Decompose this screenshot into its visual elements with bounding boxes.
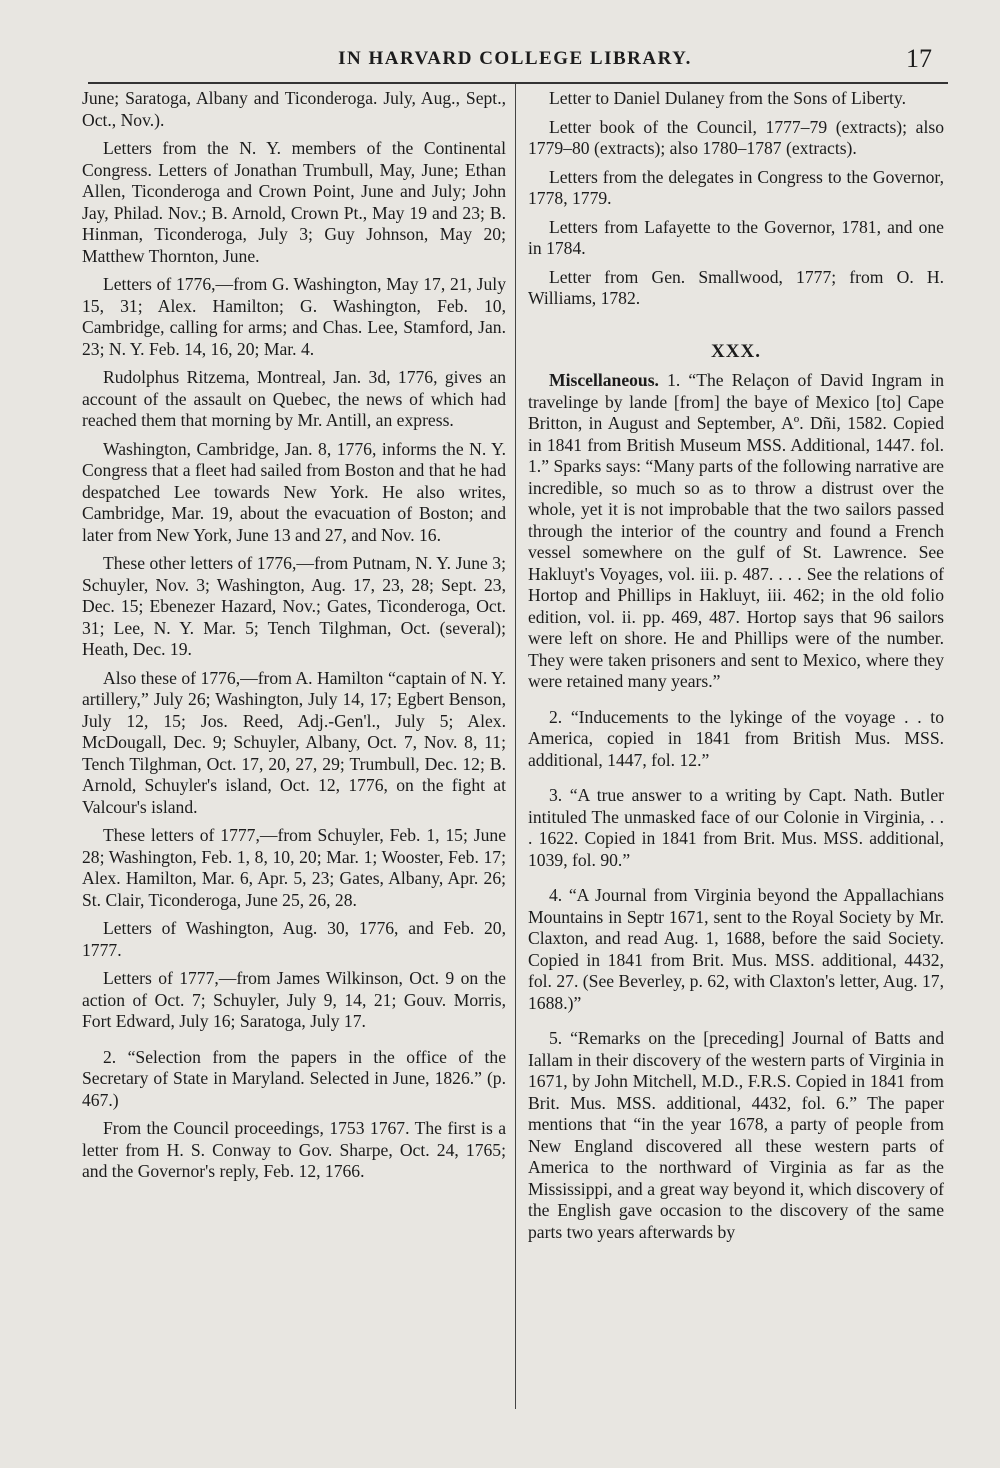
paragraph: 5. “Remarks on the [preceding] Journal of Batts and Iallam in their discovery of the western parts of Virginia in 1671, by John Mitchell, M.D., F.R.S. Copied in 1841 from Brit. Mus. MSS. additional, 4432, fol. 6.” The paper mentions that “in the year 1678, a party of people from New England discovered all these western parts of America to the northward of Virginia as far as the Mississippi, and a great way beyond it, which discovery of the English gave occasion to the discovery of the same parts two years afterwards by (528, 1028, 944, 1242)
paragraph: Letters of 1777,—from James Wilkinson, Oct. 9 on the action of Oct. 7; Schuyler, July 9, 14, 21; Gouv. Morris, Fort Edward, July 16; Saratoga, July 17. (82, 968, 506, 1031)
running-title: IN HARVARD COLLEGE LIBRARY. (338, 48, 692, 69)
paragraph: These other letters of 1776,—from Putnam, N. Y. June 3; Schuyler, Nov. 3; Washington, Aug. 17, 23, 28; Sept. 23, Dec. 15; Ebenezer Hazard, Nov.; Gates, Ticonderoga, Oct. 31; Lee, N. Y. Mar. 5; Tench Tilghman, Oct. (several); Heath, Dec. 19. (82, 553, 506, 659)
paragraph: 2. “Selection from the papers in the office of the Secretary of State in Maryland. Selected in June, 1826.” (p. 467.) (82, 1046, 506, 1110)
paragraph: Letter book of the Council, 1777–79 (extracts); also 1779–80 (extracts); also 1780–1787 (extracts). (528, 116, 944, 158)
paragraph: Letters from the delegates in Congress to the Governor, 1778, 1779. (528, 166, 944, 208)
paragraph: 2. “Inducements to the lykinge of the voyage . . to America, copied in 1841 from British Mus. MSS. additional, 1447, fol. 12.” (528, 706, 944, 770)
column-divider (515, 84, 516, 1409)
paragraph: Letters from Lafayette to the Governor, 1781, and one in 1784. (528, 216, 944, 258)
page-header (90, 44, 940, 80)
paragraph-body: 1. “The Relaçon of David Ingram in travelinge by lande [from] the baye of Mexico [to] Cape Britton, in August and September, Aº. Dñi, 1582. Copied in 1841 from British Museum MSS. Additional, 1447. fol. 1.” Sparks says: “Many parts of the following narrative are incredible, so much so as to throw a distrust over the whole, yet it is not improbable that the two sailors passed through the interior of the country and found a French vessel somewhere on the gulf of St. Lawrence. See Hakluyt's Voyages, vol. iii. p. 487. . . . See the relations of Hortop and Phillips in Hakluyt, iii. 462; in the old folio edition, vol. ii. pp. 469, 487. Hortop says that 96 sailors were left on shore. He and Phillips were of the number. They were taken prisoners and sent to Mexico, where they were retained many years.” (528, 370, 944, 691)
paragraph: Also these of 1776,—from A. Hamilton “captain of N. Y. artillery,” July 26; Washington, July 14, 17; Egbert Benson, July 12, 15; Jos. Reed, Adj.-Gen'l., July 5; Alex. McDougall, Dec. 9; Schuyler, Albany, Oct. 7, Nov. 8, 11; Tench Tilghman, Oct. 17, 20, 27, 29; Trumbull, Dec. 12; B. Arnold, Schuyler's island, Oct. 12, 1776, on the fight at Valcour's island. (82, 667, 506, 817)
paragraph: These letters of 1777,—from Schuyler, Feb. 1, 15; June 28; Washington, Feb. 1, 8, 10, 20; Mar. 1; Wooster, Feb. 17; Alex. Hamilton, Mar. 6, Apr. 5, 23; Gates, Albany, Apr. 26; St. Clair, Ticonderoga, June 25, 26, 28. (82, 825, 506, 910)
section-lead: Miscellaneous. (549, 370, 659, 390)
paragraph: 4. “A Journal from Virginia beyond the Appallachians Mountains in Septr 1671, sent to the Royal Society by Mr. Claxton, and read Aug. 1, 1688, before the said Society. Copied in 1841 from Brit. Mus. MSS. additional, 4432, fol. 27. (See Beverley, p. 62, with Claxton's letter, Aug. 17, 1688.)” (528, 885, 944, 1013)
header-rule (88, 82, 948, 84)
paragraph: Rudolphus Ritzema, Montreal, Jan. 3d, 1776, gives an account of the assault on Quebec, the news of which had reached them that morning by Mr. Antill, an express. (82, 367, 506, 430)
paragraph: Letter to Daniel Dulaney from the Sons of Liberty. (549, 88, 906, 108)
section-heading: XXX. (711, 340, 761, 362)
paragraph: Letters of Washington, Aug. 30, 1776, and Feb. 20, 1777. (82, 918, 506, 960)
paragraph (528, 370, 944, 693)
paragraph: June; Saratoga, Albany and Ticonderoga. July, Aug., Sept., Oct., Nov.). (82, 88, 506, 130)
paragraph: 3. “A true answer to a writing by Capt. Nath. Butler intituled The unmasked face of our Colonie in Virginia, . . . 1622. Copied in 1841 from Brit. Mus. MSS. additional, 1039, fol. 90.” (528, 785, 944, 870)
paragraph: Letters from the N. Y. members of the Continental Congress. Letters of Jonathan Trumbull, May, June; Ethan Allen, Ticonderoga and Crown Point, June and July; John Jay, Philad. Nov.; B. Arnold, Crown Pt., May 19 and 23; B. Hinman, Ticonderoga, July 3; Guy Johnson, May 20; Matthew Thornton, June. (82, 138, 506, 266)
paragraph: Letters of 1776,—from G. Washington, May 17, 21, July 15, 31; Alex. Hamilton; G. Washington, Feb. 10, Cambridge, calling for arms; and Chas. Lee, Stamford, Jan. 23; N. Y. Feb. 14, 16, 20; Mar. 4. (82, 274, 506, 359)
paragraph: Letter from Gen. Smallwood, 1777; from O. H. Williams, 1782. (528, 266, 944, 308)
right-column (528, 88, 944, 1243)
paragraph: From the Council proceedings, 1753 1767. The first is a letter from H. S. Conway to Gov. Sharpe, Oct. 24, 1765; and the Governor's reply, Feb. 12, 1766. (82, 1118, 506, 1181)
left-column (82, 88, 506, 1183)
page-number: 17 (906, 44, 932, 73)
paragraph: Washington, Cambridge, Jan. 8, 1776, informs the N. Y. Congress that a fleet had sailed from Boston and that he had despatched Lee towards New York. He also writes, Cambridge, Mar. 19, about the evacuation of Boston; and later from New York, June 13 and 27, and Nov. 16. (82, 438, 506, 545)
